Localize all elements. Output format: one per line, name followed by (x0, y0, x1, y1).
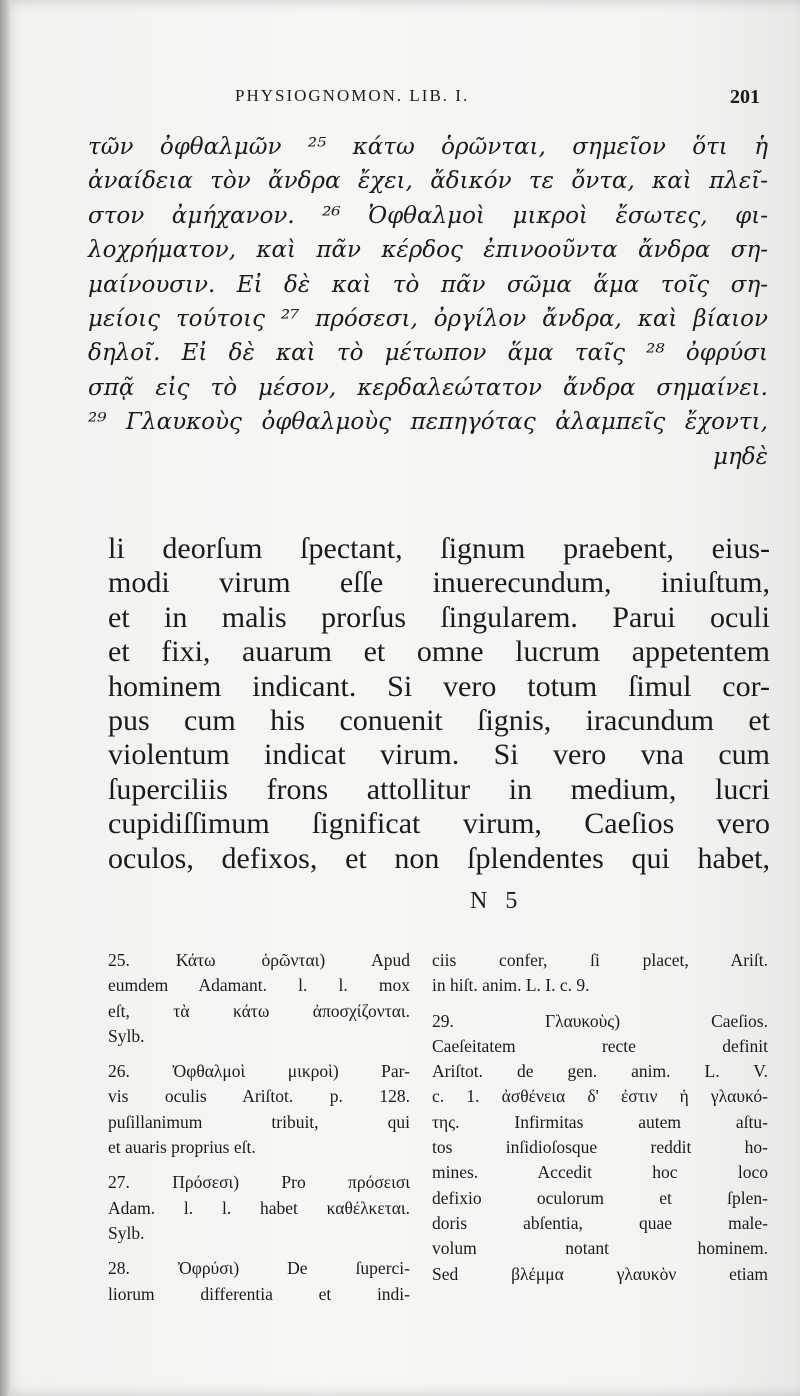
footnote-line: liorum differentia et indi- (108, 1283, 410, 1304)
footnotes-right-column (432, 948, 768, 1287)
footnote-line: et auaris proprius eſt. (108, 1137, 256, 1158)
footnote-line: doris abſentia, quae male- (432, 1212, 768, 1233)
footnote-line: Sed βλέμμα γλαυκὸν etiam (432, 1263, 768, 1284)
footnote-line: in hiſt. anim. L. I. c. 9. (432, 975, 590, 996)
greek-line: δηλοῖ. Εἰ δὲ καὶ τὸ μέτωπον ἅμα ταῖς ²⁸ ὀφρύσι (88, 340, 768, 367)
footnote-line: 28. Ὀφρύσι) De ſuperci- (108, 1258, 410, 1279)
footnote-line: c. 1. ἀσθένεια δ' ἐστιν ἡ γλαυκό- (432, 1086, 768, 1107)
footnote-line: 27. Πρόσεσι) Pro πρόσεισι (108, 1172, 410, 1193)
latin-line: modi virum eſſe inuerecundum, iniuſtum, (108, 566, 770, 600)
greek-catchword: μηδὲ (713, 443, 768, 470)
note-spacer (108, 1049, 410, 1059)
greek-line: ²⁹ Γλαυκοὺς ὀφθαλμοὺς πεπηγότας ἀλαμπεῖς ἔχοντι, (88, 409, 768, 436)
greek-line: μαίνουσιν. Εἰ δὲ καὶ τὸ πᾶν σῶμα ἅμα τοῖς ση- (88, 271, 768, 298)
greek-text-block (88, 130, 768, 474)
footnote-line: της. Infirmitas autem aſtu- (432, 1111, 768, 1132)
footnote-line: 26. Ὀφθαλμοὶ μικροὶ) Par- (108, 1061, 410, 1082)
note-spacer (108, 1246, 410, 1256)
footnote-line: Sylb. (108, 1222, 145, 1243)
signature-mark: N 5 (470, 888, 524, 914)
latin-line: ſuperciliis frons attollitur in medium, lucri (108, 772, 770, 806)
footnote-line: 29. Γλαυκοὺς) Caeſios. (432, 1010, 768, 1031)
footnotes-left-column (108, 948, 410, 1307)
gutter-shadow (0, 0, 10, 1396)
latin-line: cupidiſſimum ſignificat virum, Caeſios vero (108, 807, 770, 841)
footnote-line: Adam. l. l. habet καθέλκεται. (108, 1197, 410, 1218)
greek-line: μείοις τούτοις ²⁷ πρόσεσι, ὀργίλον ἄνδρα, καὶ βίαιον (88, 305, 768, 332)
latin-text-block (108, 532, 770, 876)
greek-line: σπᾷ εἰς τὸ μέσον, κερδαλεώτατον ἄνδρα σημαίνει. (88, 374, 768, 401)
latin-line: hominem indicant. Si vero totum ſimul cor- (108, 669, 770, 703)
latin-line: et in malis prorſus ſingularem. Parui oculi (108, 600, 770, 634)
footnote-line: eſt, τὰ κάτω ἀποσχίζονται. (108, 1000, 410, 1021)
latin-line: pus cum his conuenit ſignis, iracundum et (108, 703, 770, 737)
running-title: PHYSIOGNOMON. LIB. I. (235, 86, 470, 105)
greek-line: στον ἀμήχανον. ²⁶ Ὀφθαλμοὶ μικροὶ ἔσωτες, φι- (88, 202, 768, 229)
greek-line: τῶν ὀφθαλμῶν ²⁵ κάτω ὁρῶνται, σημεῖον ὅτι ἡ (88, 134, 768, 160)
note-spacer (432, 999, 768, 1009)
footnote-line: Sylb. (108, 1025, 145, 1046)
footnote-line: mines. Accedit hoc loco (432, 1162, 768, 1183)
footnote-line: defixio oculorum et ſplen- (432, 1187, 768, 1208)
footnote-line: volum notant hominem. (432, 1238, 768, 1259)
footnote-line: vis oculis Ariſtot. p. 128. (108, 1086, 410, 1107)
latin-line: li deorſum ſpectant, ſignum praebent, eius- (108, 532, 770, 565)
latin-line: et fixi, auarum et omne lucrum appetentem (108, 635, 770, 669)
greek-line: λοχρήματον, καὶ πᾶν κέρδος ἐπινοοῦντα ἄνδρα ση- (88, 237, 768, 264)
page-number: 201 (730, 86, 760, 108)
footnote-line: Ariſtot. de gen. anim. L. V. (432, 1061, 768, 1082)
footnote-line: ciis confer, ſi placet, Ariſt. (432, 950, 768, 970)
latin-line: oculos, defixos, et non ſplendentes qui habet, (108, 841, 770, 875)
note-spacer (108, 1160, 410, 1170)
greek-line: ἀναίδεια τὸν ἄνδρα ἔχει, ἄδικόν τε ὄντα, καὶ πλεῖ- (88, 168, 768, 195)
footnote-line: tos inſidioſosque reddit ho- (432, 1137, 768, 1158)
footnote-line: puſillanimum tribuit, qui (108, 1111, 410, 1132)
footnote-line: eumdem Adamant. l. l. mox (108, 975, 410, 996)
footnote-line: 25. Κάτω ὁρῶνται) Apud (108, 950, 410, 970)
latin-line: violentum indicat virum. Si vero vna cum (108, 738, 770, 772)
footnote-line: Caeſeitatem recte definit (432, 1035, 768, 1056)
